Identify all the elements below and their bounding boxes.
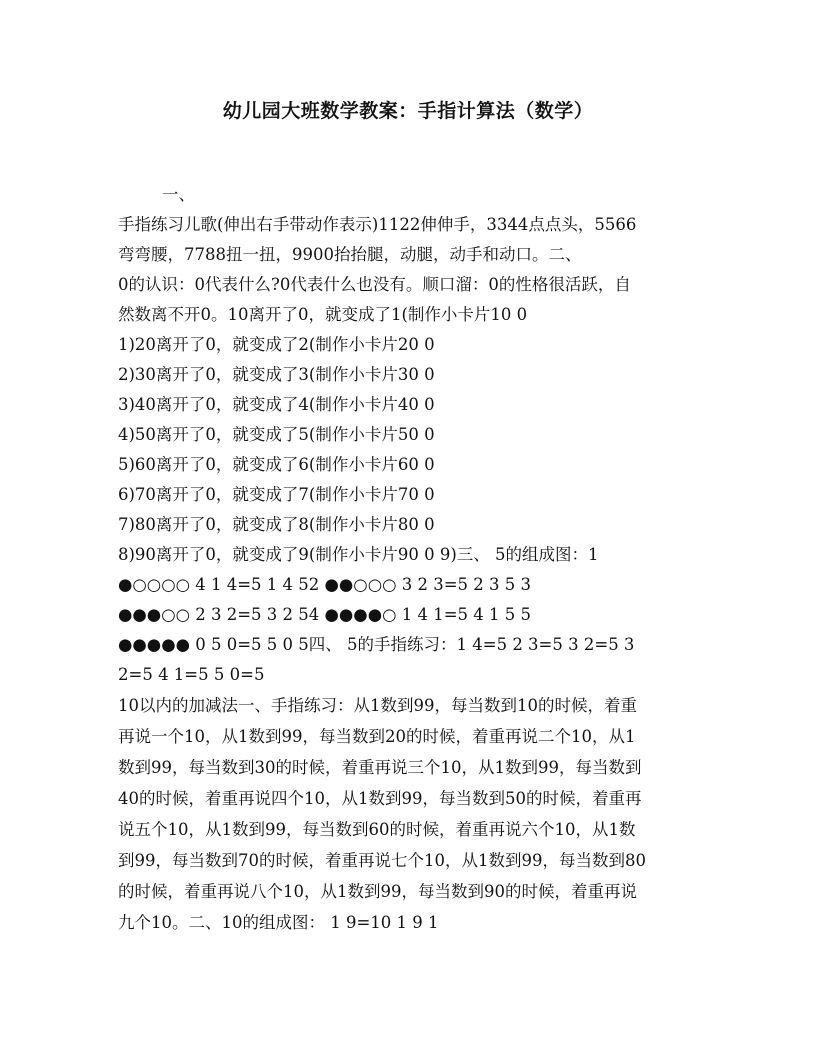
- text-line: 1)20离开了0，就变成了2(制作小卡片20 0: [118, 335, 435, 354]
- text-line: 的时候，着重再说八个10，从1数到99，每当数到90的时候，着重再说: [118, 882, 637, 901]
- text-line: 3)40离开了0，就变成了4(制作小卡片40 0: [118, 395, 435, 414]
- text-line: 2)30离开了0，就变成了3(制作小卡片30 0: [118, 365, 435, 384]
- text-line: 数到99，每当数到30的时候，着重再说三个10，从1数到99，每当数到: [118, 758, 642, 777]
- paragraph-one: [118, 210, 698, 690]
- text-line: 九个10。二、10的组成图： 1 9=10 1 9 1: [118, 913, 439, 932]
- text-line: 8)90离开了0，就变成了9(制作小卡片90 0 9)三、 5的组成图：1: [118, 545, 599, 564]
- text-line: 再说一个10，从1数到99，每当数到20的时候，着重再说二个10，从1: [118, 727, 636, 746]
- text-line: 手指练习儿歌(伸出右手带动作表示)1122伸伸手，3344点点头，5566: [118, 215, 637, 234]
- text-line: 弯弯腰，7788扭一扭，9900抬抬腿，动腿，动手和动口。二、: [118, 245, 582, 264]
- paragraph-two: [118, 690, 698, 938]
- document-title: 幼儿园大班数学教案：手指计算法（数学）: [222, 100, 594, 122]
- text-line: 2=5 4 1=5 5 0=5: [118, 665, 265, 684]
- text-line: ●●●○○ 2 3 2=5 3 2 54 ●●●●○ 1 4 1=5 4 1 5 5: [118, 605, 532, 624]
- text-line: 到99，每当数到70的时候，着重再说七个10，从1数到99，每当数到80: [118, 851, 646, 870]
- text-line: 40的时候，着重再说四个10，从1数到99，每当数到50的时候，着重再: [118, 789, 642, 808]
- text-line: ●●●●● 0 5 0=5 5 0 5四、 5的手指练习：1 4=5 2 3=5 3 2=5 3: [118, 635, 635, 654]
- text-line: ●○○○○ 4 1 4=5 1 4 52 ●●○○○ 3 2 3=5 2 3 5 3: [118, 575, 532, 594]
- text-line: 6)70离开了0，就变成了7(制作小卡片70 0: [118, 485, 435, 504]
- text-line: 10以内的加减法一、手指练习：从1数到99，每当数到10的时候，着重: [118, 696, 637, 715]
- section-heading-one: 一、: [162, 185, 195, 204]
- text-line: 0的认识：0代表什么?0代表什么也没有。顺口溜：0的性格很活跃，自: [118, 275, 631, 294]
- text-line: 7)80离开了0，就变成了8(制作小卡片80 0: [118, 515, 435, 534]
- text-line: 4)50离开了0，就变成了5(制作小卡片50 0: [118, 425, 435, 444]
- text-line: 5)60离开了0，就变成了6(制作小卡片60 0: [118, 455, 435, 474]
- text-line: 说五个10，从1数到99，每当数到60的时候，着重再说六个10，从1数: [118, 820, 636, 839]
- document-body: [118, 180, 698, 938]
- text-line: 然数离不开0。10离开了0，就变成了1(制作小卡片10 0: [118, 305, 528, 324]
